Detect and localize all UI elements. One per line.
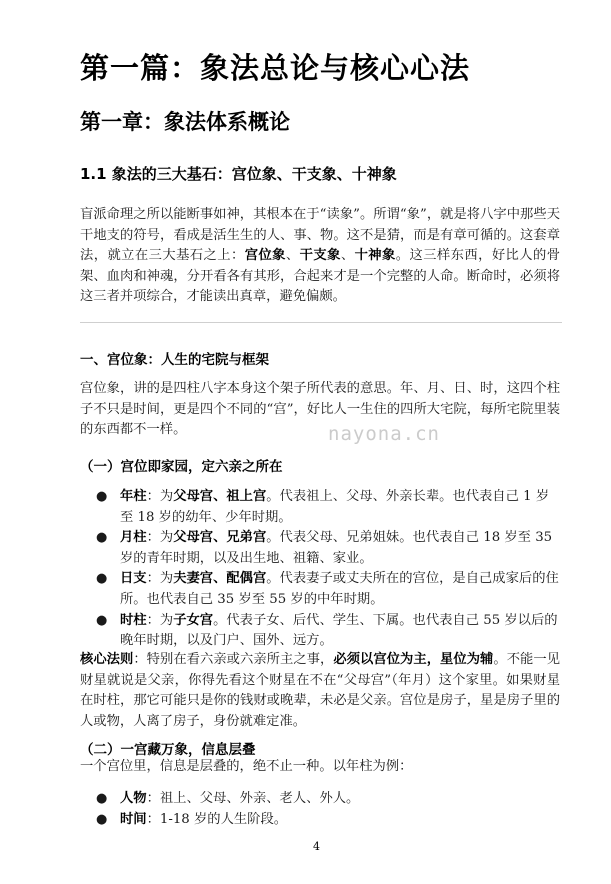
heading-layers: （二）一宫藏万象，信息层叠 (80, 742, 256, 758)
palace-intro-paragraph: 宫位象，讲的是四柱八字本身这个架子所代表的意思。年、月、日、时，这四个柱子不只是时间，更是四个不同的“宫”，好比人一生住的四所大宅院，每所宅院里装的东西都不一样。 (80, 381, 560, 438)
horizontal-divider (80, 322, 562, 323)
bullet-icon: ● (96, 489, 108, 504)
bullet-icon: ● (96, 612, 108, 628)
list-item: ● 月柱：为父母宫、兄弟宫。代表父母、兄弟姐妹。也代表自己 18 岁至 35 岁的青年时期，以及出生地、祖籍、家业。 (96, 530, 553, 566)
core-rule-paragraph: 核心法则：特别在看六亲或六亲所主之事，必须以宫位为主，星位为辅。不能一见财星就说是父亲，你得先看这个财星在不在“父母宫”（年月）这个家里。如果财星在时柱，那它可能只是你的钱财或晚辈，未必是父亲。宫位是房子，星是房子里的人或物，人离了房子，身份就难定准。 (80, 652, 561, 729)
bullet-icon: ● (96, 791, 108, 806)
section-title: 1.1 象法的三大基石：宫位象、干支象、十神象 (80, 165, 397, 183)
pillar-list (80, 487, 562, 652)
heading-home: （一）宫位即家园，定六亲之所在 (80, 459, 283, 475)
bullet-icon: ● (96, 571, 108, 587)
list-item: ● 年柱：为父母宫、祖上宫。代表祖上、父母、外亲长辈。也代表自己 1 岁至 18 岁的幼年、少年时期。 (96, 489, 550, 525)
part-title: 第一篇：象法总论与核心心法 (80, 51, 471, 85)
intro-paragraph: 盲派命理之所以能断事如神，其根本在于“读象”。所谓“象”，就是将八字中那些天干地支的符号，看成是活生生的人、事、物。这不是猜，而是有章可循的。这套章法，就立在三大基石之上：宫位象、干支象、十神象。这三样东西，好比人的骨架、血肉和神魂，分开看各有其形，合起来才是一个完整的人命。断命时，必须将这三者并项综合，才能读出真章，避免偏颇。 (80, 207, 561, 305)
list-item: ● 时柱：为子女宫。代表子女、后代、学生、下属。也代表自己 55 岁以后的晚年时期，以及门户、国外、远方。 (96, 612, 558, 649)
bullet-icon: ● (96, 530, 108, 546)
list-item: ● 人物：祖上、父母、外亲、老人、外人。 (80, 789, 562, 810)
chapter-title: 第一章：象法体系概论 (80, 110, 290, 134)
layers-intro-paragraph: 一个宫位里，信息是层叠的，绝不止一种。以年柱为例： (80, 759, 413, 774)
heading-palace: 一、宫位象：人生的宅院与框架 (80, 352, 269, 368)
bullet-icon: ● (96, 811, 108, 827)
page-number: 4 (313, 840, 320, 853)
example-list (80, 789, 562, 830)
list-item: ● 时间：1-18 岁的人生阶段。 (80, 810, 562, 831)
list-item: ● 日支：为夫妻宫、配偶宫。代表妻子或丈夫所在的宫位，是自己成家后的住所。也代表自己 35 岁至 55 岁的中年时期。 (96, 571, 559, 607)
watermark-text: nayona.cn (328, 423, 440, 445)
